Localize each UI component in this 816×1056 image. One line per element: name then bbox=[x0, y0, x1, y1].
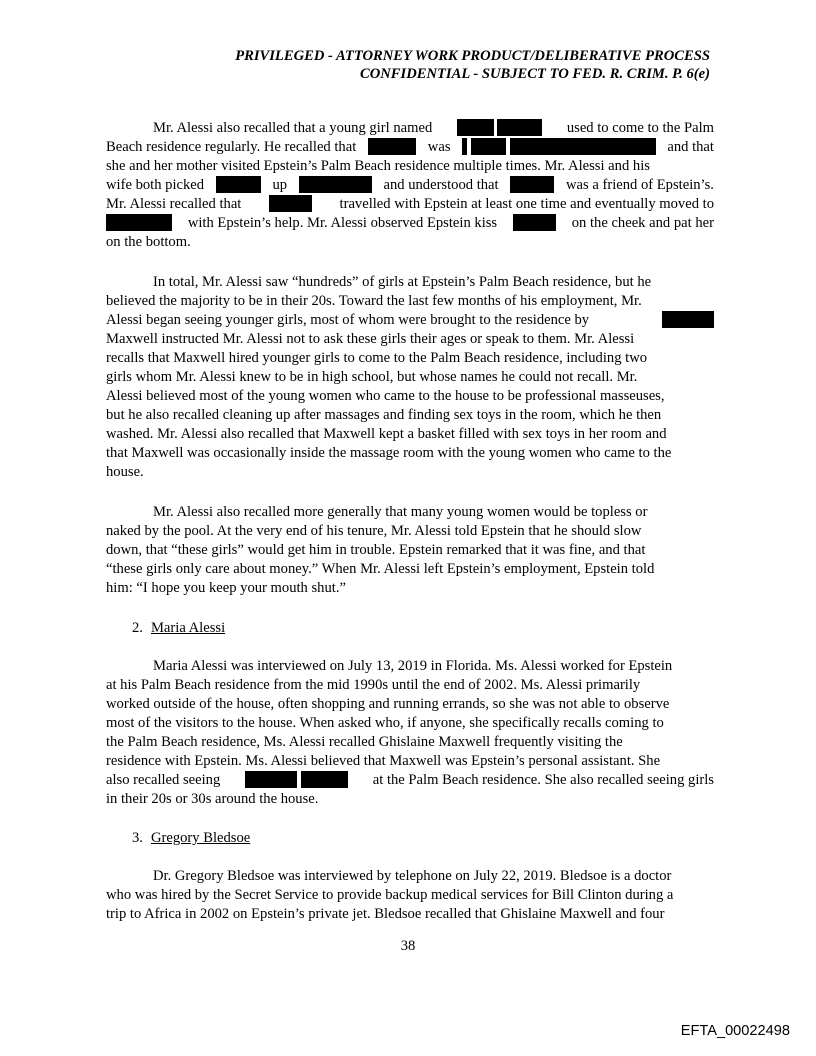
redaction bbox=[457, 119, 494, 136]
text: worked outside of the house, often shopping and running errands, so she was not able to observe bbox=[106, 696, 670, 712]
redaction bbox=[269, 195, 312, 212]
privilege-header-line1: PRIVILEGED - ATTORNEY WORK PRODUCT/DELIBERATIVE PROCESS bbox=[235, 48, 710, 64]
redaction bbox=[510, 138, 656, 155]
redaction bbox=[497, 119, 542, 136]
redaction bbox=[245, 771, 297, 788]
bates-number: EFTA_00022498 bbox=[680, 1023, 790, 1039]
redaction bbox=[106, 214, 172, 231]
redaction bbox=[216, 176, 261, 193]
section-number: 3. bbox=[132, 830, 143, 846]
paragraph-5 bbox=[106, 867, 714, 924]
text: up bbox=[272, 177, 288, 193]
text: Mr. Alessi recalled that bbox=[106, 196, 242, 212]
text: girls whom Mr. Alessi knew to be in high school, but whose names he could not recall. Mr. bbox=[106, 369, 638, 385]
redaction bbox=[662, 311, 714, 328]
text: the Palm Beach residence, Ms. Alessi recalled Ghislaine Maxwell frequently visiting the bbox=[106, 734, 623, 750]
text: most of the visitors to the house. When asked who, if anyone, she specifically recalls coming to bbox=[106, 715, 664, 731]
text: on the cheek and pat her bbox=[571, 215, 714, 231]
section-title: Maria Alessi bbox=[150, 620, 226, 636]
text: “these girls only care about money.” When Mr. Alessi left Epstein’s employment, Epstein told bbox=[106, 561, 655, 577]
text: was bbox=[427, 139, 451, 155]
text: but he also recalled cleaning up after massages and finding sex toys in the room, which he then bbox=[106, 407, 662, 423]
text: who was hired by the Secret Service to provide backup medical services for Bill Clinton during a bbox=[106, 887, 674, 903]
redaction bbox=[301, 771, 348, 788]
text: at the Palm Beach residence. She also recalled seeing girls bbox=[372, 772, 714, 788]
text: on the bottom. bbox=[106, 234, 191, 250]
text: believed the majority to be in their 20s. Toward the last few months of his employment, Mr. bbox=[106, 293, 642, 309]
text: house. bbox=[106, 464, 144, 480]
redaction bbox=[471, 138, 506, 155]
section-title: Gregory Bledsoe bbox=[150, 830, 251, 846]
text: was a friend of Epstein’s. bbox=[566, 177, 714, 193]
text: Dr. Gregory Bledsoe was interviewed by telephone on July 22, 2019. Bledsoe is a doctor bbox=[153, 868, 672, 884]
text: trip to Africa in 2002 on Epstein’s private jet. Bledsoe recalled that Ghislaine Maxwell and four bbox=[106, 906, 665, 922]
text: with Epstein’s help. Mr. Alessi observed Epstein kiss bbox=[187, 215, 498, 231]
paragraph-3 bbox=[106, 503, 714, 598]
text: and understood that bbox=[383, 177, 499, 193]
section-heading-gregory-bledsoe bbox=[132, 829, 250, 848]
text: travelled with Epstein at least one time and eventually moved to bbox=[339, 196, 714, 212]
text: also recalled seeing bbox=[106, 772, 221, 788]
text: Maria Alessi was interviewed on July 13, 2019 in Florida. Ms. Alessi worked for Epstein bbox=[153, 658, 673, 674]
text: in their 20s or 30s around the house. bbox=[106, 791, 319, 807]
section-number: 2. bbox=[132, 620, 143, 636]
text: used to come to the Palm bbox=[566, 120, 714, 136]
text: naked by the pool. At the very end of his tenure, Mr. Alessi told Epstein that he should slow bbox=[106, 523, 642, 539]
text: Alessi believed most of the young women who came to the house to be professional masseuses, bbox=[106, 388, 665, 404]
redaction bbox=[510, 176, 554, 193]
text: at his Palm Beach residence from the mid 1990s until the end of 2002. Ms. Alessi primarily bbox=[106, 677, 641, 693]
paragraph-4 bbox=[106, 657, 714, 809]
redaction bbox=[513, 214, 556, 231]
text: and that bbox=[667, 139, 714, 155]
paragraph-1 bbox=[106, 119, 714, 252]
redaction bbox=[368, 138, 416, 155]
text: recalls that Maxwell hired younger girls to come to the Palm Beach residence, including two bbox=[106, 350, 648, 366]
text: that Maxwell was occasionally inside the massage room with the young women who came to the bbox=[106, 445, 672, 461]
text: down, that “these girls” would get him in trouble. Epstein remarked that it was fine, and that bbox=[106, 542, 646, 558]
privilege-header-line2: CONFIDENTIAL - SUBJECT TO FED. R. CRIM. P. 6(e) bbox=[359, 66, 710, 82]
text: wife both picked bbox=[106, 177, 205, 193]
section-heading-maria-alessi bbox=[132, 619, 225, 638]
text: Mr. Alessi also recalled more generally that many young women would be topless or bbox=[153, 504, 648, 520]
text: Maxwell instructed Mr. Alessi not to ask these girls their ages or speak to them. Mr. Alessi bbox=[106, 331, 635, 347]
redaction bbox=[299, 176, 372, 193]
redaction bbox=[462, 138, 467, 155]
text: Mr. Alessi also recalled that a young girl named bbox=[153, 120, 433, 136]
text: him: “I hope you keep your mouth shut.” bbox=[106, 580, 346, 596]
page-number: 38 bbox=[400, 938, 416, 954]
text: Beach residence regularly. He recalled that bbox=[106, 139, 357, 155]
text: she and her mother visited Epstein’s Palm Beach residence multiple times. Mr. Alessi and his bbox=[106, 158, 650, 174]
text: Alessi began seeing younger girls, most of whom were brought to the residence by bbox=[106, 312, 590, 328]
text: In total, Mr. Alessi saw “hundreds” of girls at Epstein’s Palm Beach residence, but he bbox=[153, 274, 652, 290]
paragraph-2 bbox=[106, 273, 714, 482]
text: washed. Mr. Alessi also recalled that Maxwell kept a basket filled with sex toys in her room and bbox=[106, 426, 667, 442]
text: residence with Epstein. Ms. Alessi believed that Maxwell was Epstein’s personal assistant. She bbox=[106, 753, 661, 769]
